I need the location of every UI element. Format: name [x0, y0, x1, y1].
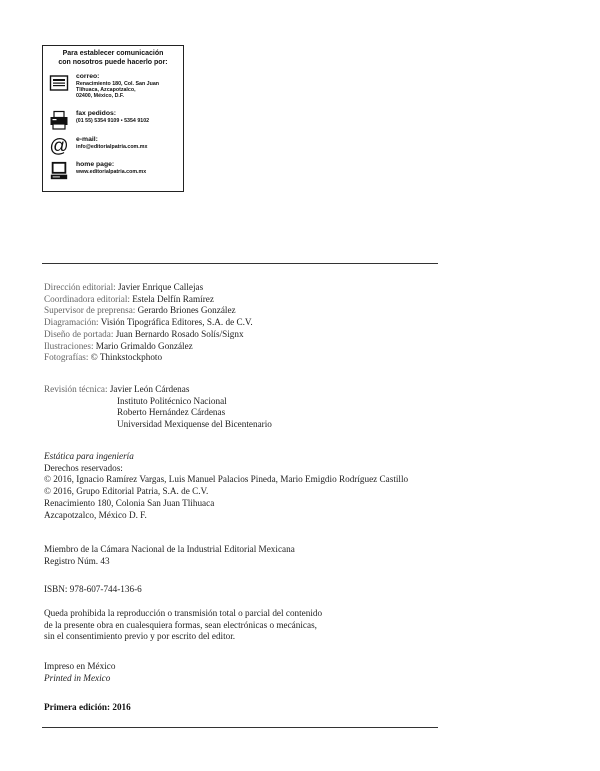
homepage-url: www.editorialpatria.com.mx: [76, 168, 147, 175]
computer-icon: [49, 161, 69, 181]
fax-icon: [49, 110, 69, 130]
svg-text:@: @: [49, 136, 69, 156]
copyright-block: Estática para ingeniería Derechos reservados: © 2016, Ignacio Ramírez Vargas, Luis Manuel Palacios Pineda, Mario Emigdio Rodríguez Castillo © 2016, Grupo Editorial Patria, S.A. de C.V. Renacimiento 180, Colonia San Juan Tlihuaca Azcapotzalco, México D. F.: [44, 451, 409, 520]
chamber-membership: Miembro de la Cámara Nacional de la Industrial Editorial Mexicana Registro Núm. 43: [44, 544, 295, 566]
email-address: info@editorialpatria.com.mx: [76, 143, 148, 150]
editorial-credits: [44, 282, 253, 364]
mail-address: Renacimiento 180, Col. San Juan Tlihuaca, Azcapotzalco, 02400, México, D.F.: [76, 80, 160, 100]
credit-row: Fotografías: © Thinkstockphoto: [44, 352, 163, 363]
credit-row: Coordinadora editorial: Estela Delfín Ramírez: [44, 293, 214, 304]
bottom-divider: [42, 727, 438, 728]
contact-heading: Para establecer comunicación con nosotros puede hacerlo por:: [58, 50, 168, 66]
contact-box: Para establecer comunicación con nosotros puede hacerlo por: correo: Renacimiento 180, Col. San Juan Tlihuaca, Azcapotzalco, 02400, México, D.F. fax pedidos: (01 55) 5354 9109 • 5354 9102 @ e-mail: info@editorialpatria.com.mx home page: www.editorialpatria.com.mx: [42, 45, 184, 192]
credit-row: Ilustraciones: Mario Grimaldo González: [44, 340, 193, 351]
technical-review: Revisión técnica: Javier León Cárdenas Instituto Politécnico Nacional Roberto Hernández Cárdenas Universidad Mexiquense del Bicentenario: [44, 384, 272, 430]
printed-in: Impreso en México Printed in Mexico: [44, 661, 116, 683]
book-title: Estática para ingeniería: [44, 451, 134, 461]
credit-row: Diseño de portada: Juan Bernardo Rosado Solís/Signx: [44, 328, 244, 339]
edition: Primera edición: 2016: [44, 702, 131, 712]
mailbox-icon: [49, 73, 69, 93]
at-sign-icon: [49, 136, 69, 156]
credit-row: Diagramación: Visión Tipográfica Editores, S.A. de C.V.: [44, 317, 253, 328]
top-divider: [42, 263, 438, 264]
isbn: ISBN: 978-607-744-136-6: [44, 584, 142, 594]
credit-row: Dirección editorial: Javier Enrique Callejas: [44, 282, 204, 292]
rights-notice: Queda prohibida la reproducción o transmisión total o parcial del contenido de la presente obra en cualesquiera formas, sean electrónicas o mecánicas, sin el consentimiento previo y por escrito del editor.: [44, 608, 323, 642]
credit-row: Supervisor de preprensa: Gerardo Briones González: [44, 305, 236, 316]
fax-number: (01 55) 5354 9109 • 5354 9102: [76, 117, 150, 124]
